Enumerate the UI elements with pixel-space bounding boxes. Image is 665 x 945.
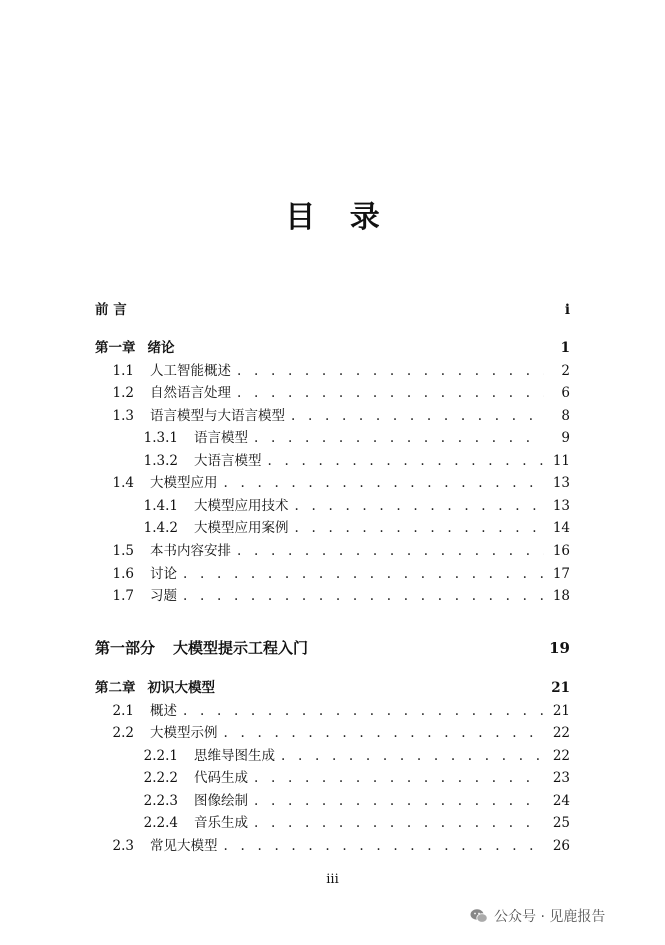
toc-entry-number: 1.1 [112,363,134,379]
toc-entry[interactable] [95,789,570,809]
toc-entry[interactable] [95,539,570,559]
toc-entry-label: 大模型示例 [150,725,218,741]
toc-entry[interactable] [95,516,570,536]
toc-entry-number: 1.4 [112,475,134,491]
toc-entry-label: 大模型应用 [150,475,218,491]
toc-entry-number: 1.7 [112,588,134,604]
toc-leader-dots [254,770,544,786]
toc-entry-page: 16 [552,543,570,559]
toc-entry[interactable] [95,637,570,657]
toc-entry[interactable] [95,584,570,604]
toc-entry-page: 21 [551,680,570,696]
toc-entry-number: 1.5 [112,543,134,559]
toc-leader-dots [281,748,544,764]
toc-leader-dots [224,475,545,491]
toc-entry-label: 代码生成 [194,770,248,786]
toc-entry-label: 大模型应用案例 [194,520,289,536]
toc-entry[interactable] [95,721,570,741]
toc-entry-page: 6 [561,385,570,401]
toc-entry-label: 前 言 [95,302,127,318]
toc-entry-page: i [564,302,570,318]
toc-entry-number: 第一章 [95,340,136,356]
toc-leader-dots [183,566,544,582]
toc-entry-label: 初识大模型 [147,680,215,696]
toc-leader-dots [254,430,544,446]
watermark-text: 公众号 · 见鹿报告 [494,909,606,925]
toc-entry-number: 2.2.3 [143,793,178,809]
toc-entry-page: 18 [552,588,570,604]
toc-entry-label: 思维导图生成 [194,748,275,764]
toc-entry-label: 常见大模型 [150,838,218,854]
toc-entry-number: 1.3.1 [143,430,178,446]
watermark [470,906,605,926]
toc-title: 目 录 [285,200,392,235]
toc-entry-page: 25 [552,815,570,831]
toc-entry-label: 图像绘制 [194,793,248,809]
toc-entry[interactable] [95,766,570,786]
toc-entry[interactable] [95,834,570,854]
page-number: iii [326,872,339,887]
toc-entry[interactable] [95,562,570,582]
toc-entry[interactable] [95,336,570,356]
toc-entry-label: 绪论 [147,340,175,356]
toc-entry-label: 语言模型与大语言模型 [150,408,285,424]
toc-entry-label: 讨论 [150,566,177,582]
toc-entry-number: 1.3 [112,408,134,424]
toc-entry-page: 8 [561,408,570,424]
toc-entry[interactable] [95,699,570,719]
toc-entry-page: 13 [552,475,570,491]
toc-leader-dots [237,385,544,401]
toc-entry-page: 22 [552,725,570,741]
toc-entry-page: 11 [552,453,570,469]
toc-entry-page: 21 [552,703,570,719]
toc-entry-number: 1.4.1 [143,498,178,514]
toc-entry-label: 人工智能概述 [150,363,231,379]
toc-entry-number: 2.2.4 [143,815,178,831]
toc-entry-label: 音乐生成 [194,815,248,831]
toc-leader-dots [237,543,544,559]
toc-leader-dots [237,363,544,379]
toc-entry-number: 第二章 [95,680,136,696]
toc-entry-number: 1.6 [112,566,134,582]
toc-entry-page: 22 [552,748,570,764]
toc-entry[interactable] [95,449,570,469]
toc-entry[interactable] [95,426,570,446]
toc-entry[interactable] [95,404,570,424]
toc-entry-page: 14 [552,520,570,536]
toc-entry[interactable] [95,676,570,696]
toc-entry-page: 9 [561,430,570,446]
toc-entry[interactable] [95,381,570,401]
toc-entry-label: 大模型应用技术 [194,498,289,514]
toc-entry[interactable] [95,359,570,379]
toc-entry-label: 本书内容安排 [150,543,231,559]
toc-entry-page: 19 [549,639,570,657]
toc-entry-page: 24 [552,793,570,809]
toc-leader-dots [224,725,545,741]
toc-entry[interactable] [95,471,570,491]
toc-entry[interactable] [95,811,570,831]
toc-entry-number: 2.2 [112,725,134,741]
wechat-icon [470,908,488,924]
toc-entry-number: 1.4.2 [143,520,178,536]
toc-entry[interactable] [95,494,570,514]
toc-entry-page: 17 [552,566,570,582]
toc-entry-number: 2.3 [112,838,134,854]
toc-leader-dots [295,520,545,536]
toc-entry-label: 大语言模型 [194,453,262,469]
toc-leader-dots [224,838,545,854]
toc-leader-dots [291,408,544,424]
toc-leader-dots [295,498,545,514]
toc-entry[interactable] [95,298,570,318]
toc-leader-dots [268,453,545,469]
toc-entry-number: 1.3.2 [143,453,178,469]
toc-entry-label: 习题 [150,588,177,604]
toc-entry-label: 自然语言处理 [150,385,231,401]
toc-entry-number: 第一部分 [95,639,156,657]
toc-leader-dots [183,588,544,604]
toc-entry-label: 概述 [150,703,177,719]
toc-entry-number: 2.1 [112,703,134,719]
toc-entry-page: 13 [552,498,570,514]
toc-leader-dots [254,815,544,831]
toc-entry-page: 2 [561,363,570,379]
toc-entry-number: 2.2.1 [143,748,178,764]
toc-entry-number: 2.2.2 [143,770,178,786]
toc-entry-number: 1.2 [112,385,134,401]
toc-entry-page: 23 [552,770,570,786]
toc-leader-dots [183,703,544,719]
toc-leader-dots [254,793,544,809]
toc-entry-label: 大模型提示工程入门 [173,639,309,657]
toc-entry-page: 26 [552,838,570,854]
toc-entry-page: 1 [560,340,570,356]
toc-entry-label: 语言模型 [194,430,248,446]
toc-entry[interactable] [95,744,570,764]
